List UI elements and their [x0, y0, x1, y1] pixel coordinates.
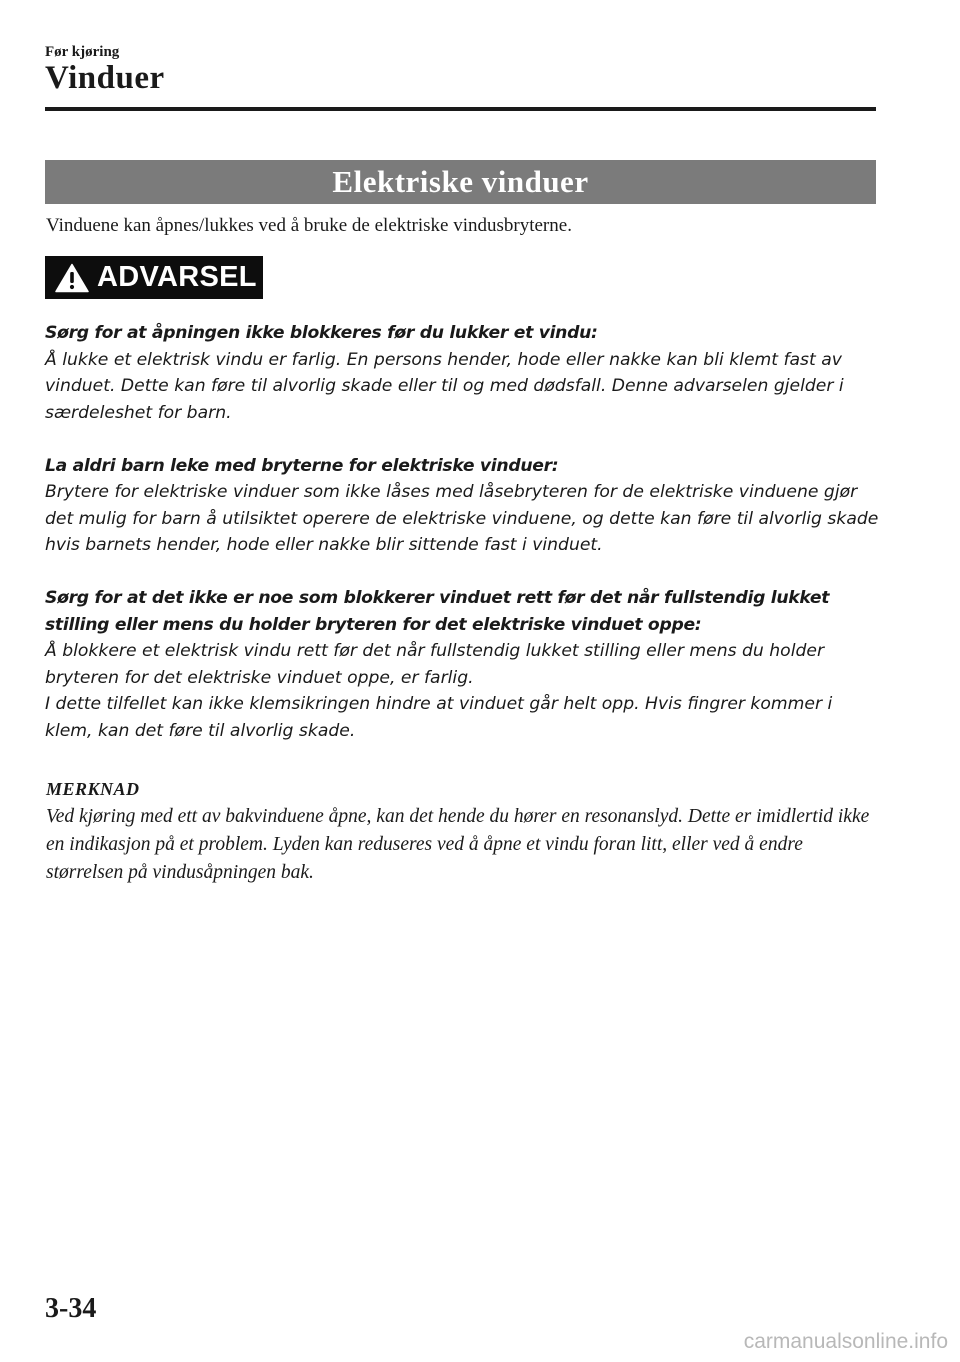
- warning-body: [45, 320, 881, 771]
- warning-heading: Sørg for at åpningen ikke blokkeres før du lukker et vindu:: [45, 323, 598, 343]
- note-text: Ved kjøring med ett av bakvinduene åpne, kan det hende du hører en resonanslyd. Dette er imidlertid ikke en indikasjon på et problem. Lyden kan reduseres ved å åpne et vindu foran litt, eller ved å endre størrelsen på vindusåpningen bak.: [46, 806, 870, 883]
- topic-banner: Elektriske vinduer: [45, 160, 876, 204]
- section-title: Vinduer: [45, 60, 165, 96]
- warning-triangle-icon: [55, 263, 89, 293]
- chapter-label: Før kjøring: [45, 44, 120, 60]
- warning-badge: [45, 256, 263, 299]
- warning-text: Å blokkere et elektrisk vindu rett før det når fullstendig lukket stilling eller mens du holder bryteren for det elektriske vinduet oppe, er farlig.: [45, 641, 825, 688]
- intro-text: Vinduene kan åpnes/lukkes ved å bruke de elektriske vindusbryterne.: [46, 215, 572, 236]
- warning-paragraph: [45, 585, 881, 744]
- note-label: MERKNAD: [46, 779, 140, 799]
- note-block: [46, 775, 876, 887]
- watermark: carmanualsonline.info: [743, 1330, 948, 1353]
- warning-heading: Sørg for at det ikke er noe som blokkerer vinduet rett før det når fullstendig lukket stilling eller mens du holder bryteren for det elektriske vinduet oppe:: [45, 588, 830, 635]
- warning-text: Brytere for elektriske vinduer som ikke låses med låsebryteren for de elektriske vinduene gjør det mulig for barn å utilsiktet operere de elektriske vinduene, og dette kan føre til alvorlig skade hvis barnets hender, hode eller nakke blir sittende fast i vinduet.: [45, 482, 879, 555]
- warning-text: Å lukke et elektrisk vindu er farlig. En persons hender, hode eller nakke kan bli klemt fast av vinduet. Dette kan føre til alvorlig skade eller til og med dødsfall. Denne advarselen gjelder i særdeleshet for barn.: [45, 349, 844, 423]
- header-divider: [45, 107, 876, 111]
- warning-label: ADVARSEL: [97, 261, 257, 293]
- warning-heading: La aldri barn leke med bryterne for elektriske vinduer:: [45, 455, 559, 476]
- warning-paragraph: [45, 320, 881, 426]
- warning-text: I dette tilfellet kan ikke klemsikringen hindre at vinduet går helt opp. Hvis fingrer kommer i klem, kan det føre til alvorlig skade.: [45, 694, 833, 741]
- warning-paragraph: [45, 453, 881, 559]
- page-number: 3-34: [45, 1293, 97, 1324]
